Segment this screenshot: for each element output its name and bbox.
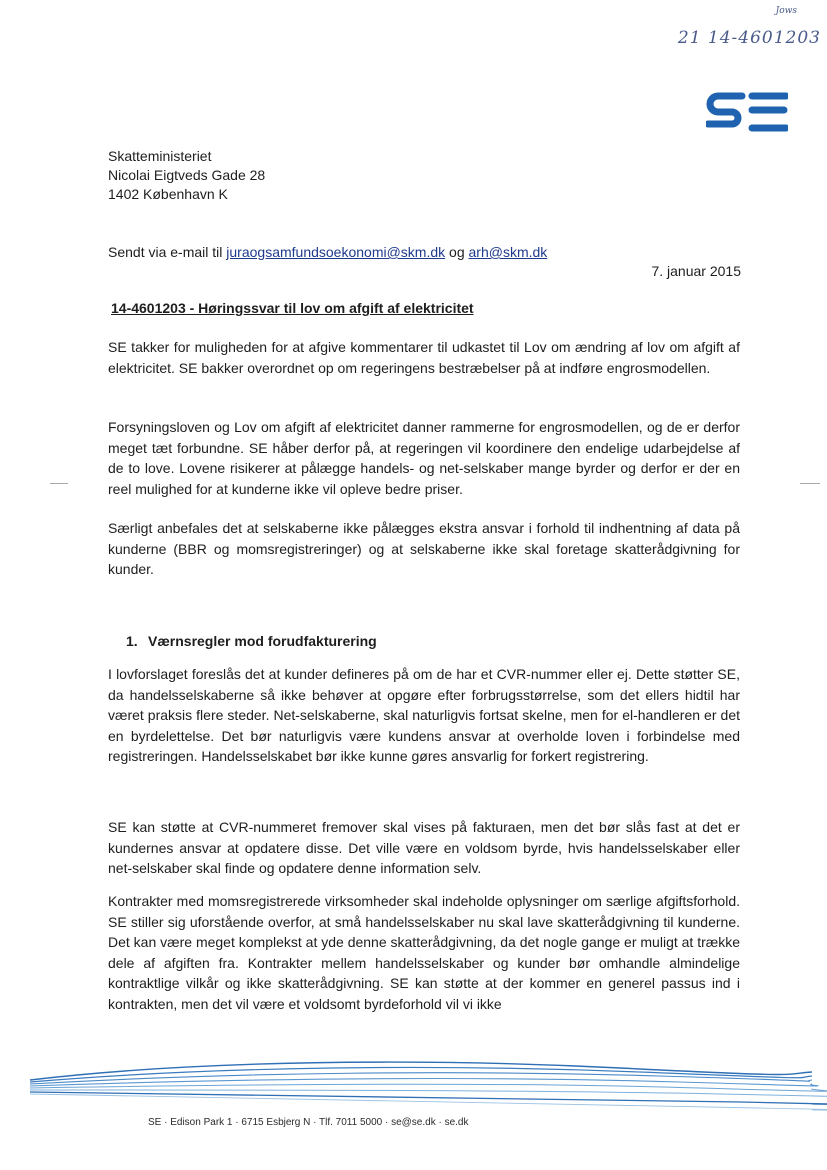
footer-wave-decoration [0,1050,827,1120]
section-paragraph-1: I lovforslaget foreslås det at kunder defineres på om de har et CVR-nummer eller ej. Dette støtter SE, da handelsselskaberne så ikke behøver at opgøre efter forbrugsstørrelse, som det ellers hidtil har været praksis flere steder. Net-selskaberne, skal naturligvis fortsat skelne, men for el-handleren er det en byrdelettelse. Det bør naturligvis være kundens ansvar at overholde loven i forbindelse med registreringen. Handelsselskabet bør ikke kunne gøres ansvarlig for forkert registrering. [108,666,740,764]
paragraph-3: Særligt anbefales det at selskaberne ikke pålægges ekstra ansvar i forhold til indhentning af data på kunderne (BBR og momsregistreringer) og at selskaberne ikke skal foretage skatterådgivning for kunder. [108,520,740,577]
se-logo [706,90,788,136]
recipient-street: Nicolai Eigtveds Gade 28 [108,167,266,183]
section-paragraph-3: Kontrakter med momsregistrerede virksomheder skal indeholde oplysninger om særlige afgiftsforhold. SE stiller sig uforstående overfor, at små handelsselskaber nu skal lave skatterådgivning til kunderne. Det kan være meget komplekst at yde denne skatterådgivning, da det nogle gange er muligt at trække dele af afgiften fra. Kontrakter mellem handelsselskaber og kunder bør omhandle almindelige kontraktlige vilkår og ikke skatterådgivning. SE kan støtte at der kommer en generel passus ind i kontrakten, men det vil være et voldsomt byrdeforhold vil vi ikke [108,893,740,1012]
recipient-address [108,147,265,204]
section-number: 1. [126,633,138,649]
section-title: Værnsregler mod forudfakturering [148,633,377,649]
email-link-1[interactable]: juraogsamfundsoekonomi@skm.dk [226,244,446,260]
sent-line [108,244,547,260]
section-heading [126,633,377,649]
sent-conjunction: og [445,244,469,260]
recipient-name: Skatteministeriet [108,148,212,164]
handwritten-reference: 21 14-4601203 [677,28,821,48]
section-paragraph-2: SE kan støtte at CVR-nummeret fremover skal vises på fakturaen, men det bør slås fast at det er kundernes ansvar at opdatere disse. Det ville være en voldsom byrde, hvis handelsselskaber eller net-selskaber skal finde og opdatere denne information selv. [108,819,740,876]
margin-mark-left [50,483,68,484]
paragraph-1: SE takker for muligheden for at afgive kommentarer til udkastet til Lov om ændring af lov om afgift af elektricitet. SE bakker overordnet op om regeringens bestræbelser på at indføre engrosmodellen. [108,339,740,376]
sent-prefix: Sendt via e-mail til [108,244,227,260]
email-link-2[interactable]: arh@skm.dk [468,244,548,260]
letter-subject: 14-4601203 - Høringssvar til lov om afgift af elektricitet [111,300,474,316]
recipient-city: 1402 København K [108,186,228,202]
handwritten-initials: Jows [775,6,797,16]
footer-contact: SE · Edison Park 1 · 6715 Esbjerg N · Tlf. 7011 5000 · se@se.dk · se.dk [148,1117,469,1128]
letter-date: 7. januar 2015 [651,263,741,279]
paragraph-2: Forsyningsloven og Lov om afgift af elektricitet danner rammerne for engrosmodellen, og de er derfor meget tæt forbundne. SE håber derfor på, at regeringen vil koordinere den endelige udarbejdelse af de to love. Lovene risikerer at pålægge handels- og net-selskaber mange byrder og derfor er der en reel mulighed for at kunderne ikke vil opleve bedre priser. [108,419,740,497]
margin-mark-right [800,483,820,484]
